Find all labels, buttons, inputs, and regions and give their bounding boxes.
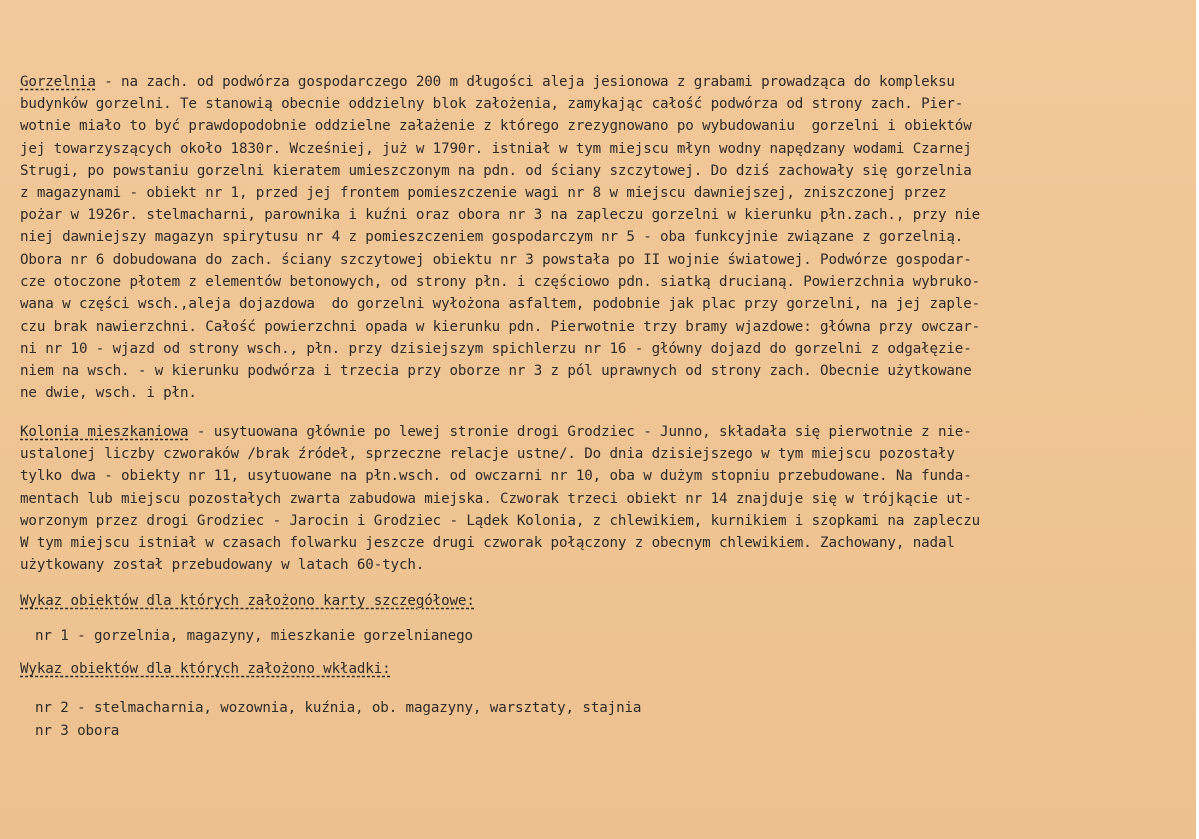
paragraph-text: - usytuowana głównie po lewej stronie drogi Grodziec - Junno, składała się pierwotnie z nie- <box>188 424 972 440</box>
paragraph-gorzelnia-line-15: ne dwie, wsch. i płn. <box>20 385 197 401</box>
paragraph-gorzelnia-line-1 <box>20 73 955 91</box>
paragraph-gorzelnia-line-5: Strugi, po powstaniu gorzelni kieratem umieszczonym na pdn. od ściany szczytowej. Do dziś zachowały się gorzelnia <box>20 163 972 179</box>
paragraph-gorzelnia-line-14: niem na wsch. - w kierunku podwórza i trzecia przy oborze nr 3 z pól uprawnych od strony zach. Obecnie użytkowane <box>20 363 972 379</box>
paragraph-gorzelnia-line-4: jej towarzyszących około 1830r. Wcześniej, już w 1790r. istniał w tym miejscu młyn wodny napędzany wodami Czarnej <box>20 141 972 157</box>
paragraph-gorzelnia-line-8: niej dawniejszy magazyn spirytusu nr 4 z pomieszczeniem gospodarczym nr 5 - oba funkcyjnie związane z gorzelnią. <box>20 229 964 245</box>
paragraph-gorzelnia-line-9: Obora nr 6 dobudowana do zach. ściany szczytowej obiektu nr 3 powstała po II wojnie światowej. Podwórze gospodar- <box>20 252 972 268</box>
list-item: nr 2 - stelmacharnia, wozownia, kuźnia, ob. magazyny, warsztaty, stajnia <box>35 700 642 716</box>
paragraph-gorzelnia-line-7: pożar w 1926r. stelmacharni, parownika i kuźni oraz obora nr 3 na zapleczu gorzelni w kierunku płn.zach., przy nie <box>20 207 981 223</box>
paragraph-gorzelnia-line-11: wana w części wsch.,aleja dojazdowa do gorzelni wyłożona asfaltem, podobnie jak plac przy gorzelni, na jej zaple- <box>20 296 981 312</box>
heading-wkladki: Wykaz obiektów dla których założono wkładki: <box>20 661 391 677</box>
heading-karty-szczegolowe: Wykaz obiektów dla których założono karty szczegółowe: <box>20 593 475 609</box>
paragraph-kolonia-line-1 <box>20 423 972 441</box>
paragraph-gorzelnia-line-13: ni nr 10 - wjazd od strony wsch., płn. przy dzisiejszym spichlerzu nr 16 - główny dojazd do gorzelni z odgałęzie- <box>20 341 972 357</box>
paragraph-kolonia-line-3: tylko dwa - obiekty nr 11, usytuowane na płn.wsch. od owczarni nr 10, oba w dużym stopniu przebudowane. Na funda- <box>20 468 972 484</box>
heading-kolonia-mieszkaniowa: Kolonia mieszkaniowa <box>20 424 189 440</box>
paragraph-gorzelnia-line-12: czu brak nawierzchni. Całość powierzchni opada w kierunku pdn. Pierwotnie trzy bramy wjazdowe: główna przy owczar- <box>20 319 981 335</box>
list-item: nr 1 - gorzelnia, magazyny, mieszkanie gorzelnianego <box>35 628 473 644</box>
paragraph-kolonia-line-4: mentach lub miejscu pozostałych zwarta zabudowa miejska. Czworak trzeci obiekt nr 14 znajduje się w trójkącie ut- <box>20 491 972 507</box>
paragraph-kolonia-line-5: worzonym przez drogi Grodziec - Jarocin i Grodziec - Lądek Kolonia, z chlewikiem, kurnikiem i szopkami na zapleczu <box>20 513 981 529</box>
paragraph-kolonia-line-7: użytkowany został przebudowany w latach 60-tych. <box>20 557 425 573</box>
list-item: nr 3 obora <box>35 723 120 739</box>
paragraph-gorzelnia-line-6: z magazynami - obiekt nr 1, przed jej frontem pomieszczenie wagi nr 8 w miejscu dawniejszej, zniszczonej przez <box>20 185 947 201</box>
paragraph-gorzelnia-line-3: wotnie miało to być prawdopodobnie oddzielne załażenie z którego zrezygnowano po wybudowaniu gorzelni i obiektów <box>20 118 972 134</box>
paragraph-kolonia-line-2: ustalonej liczby czworaków /brak źródeł, sprzeczne relacje ustne/. Do dnia dzisiejszego w tym miejscu pozostały <box>20 446 955 462</box>
heading-gorzelnia: Gorzelnia <box>20 74 96 90</box>
paragraph-gorzelnia-line-10: cze otoczone płotem z elementów betonowych, od strony płn. i częściowo pdn. siatką drucianą. Powierzchnia wybruko- <box>20 274 981 290</box>
paragraph-gorzelnia-line-2: budynków gorzelni. Te stanowią obecnie oddzielny blok założenia, zamykając całość podwórza od strony zach. Pier- <box>20 96 964 112</box>
paragraph-text: - na zach. od podwórza gospodarczego 200 m długości aleja jesionowa z grabami prowadząca do kompleksu <box>95 74 955 90</box>
paragraph-kolonia-line-6: W tym miejscu istniał w czasach folwarku jeszcze drugi czworak połączony z obecnym chlewikiem. Zachowany, nadal <box>20 535 955 551</box>
